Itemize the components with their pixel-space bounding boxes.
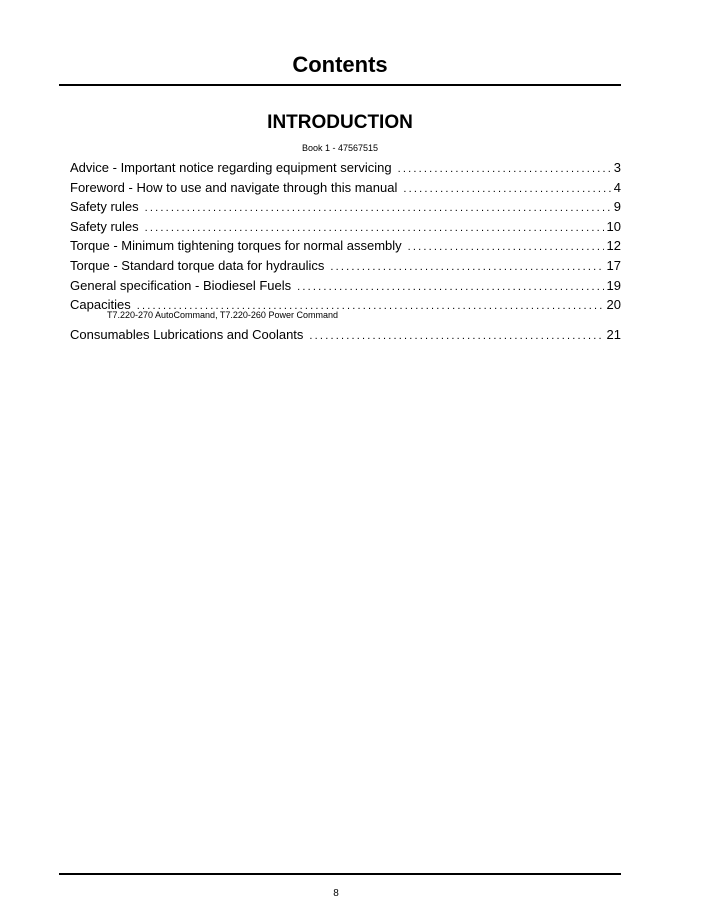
toc-entry-label[interactable]: Advice - Important notice regarding equipment servicing <box>70 160 392 175</box>
toc-leader-dots <box>330 258 603 277</box>
toc-entry[interactable] <box>70 236 621 256</box>
toc-leader-dots <box>403 180 610 199</box>
toc-entry-label[interactable]: Foreword - How to use and navigate through this manual <box>70 179 398 195</box>
toc-leader-dots <box>309 327 603 346</box>
book-reference: Book 1 - 47567515 <box>301 143 379 153</box>
page-number: 8 <box>333 888 339 899</box>
toc-entry[interactable] <box>70 276 621 296</box>
toc-entry[interactable] <box>70 325 621 345</box>
toc-leader-dots <box>398 160 611 179</box>
toc-entry-label[interactable]: Safety rules <box>70 218 139 234</box>
toc-entry-subtitle: T7.220-270 AutoCommand, T7.220-260 Power Command <box>107 310 338 321</box>
toc-entry-page[interactable]: 19 <box>606 277 621 293</box>
header-divider <box>59 84 621 86</box>
toc-entry-page[interactable]: 21 <box>606 327 621 343</box>
table-of-contents <box>70 158 621 345</box>
toc-entry-label[interactable]: Torque - Minimum tightening torques for normal assembly <box>70 238 402 254</box>
toc-entry[interactable] <box>70 178 621 198</box>
toc-entry-label[interactable]: Torque - Standard torque data for hydraulics <box>70 257 325 273</box>
toc-entry[interactable] <box>70 217 621 237</box>
toc-entry[interactable] <box>70 295 621 325</box>
toc-entry-page[interactable]: 9 <box>613 199 621 215</box>
toc-entry-label[interactable]: General specification - Biodiesel Fuels <box>70 277 292 293</box>
toc-entry[interactable] <box>70 158 621 178</box>
toc-entry-page[interactable]: 20 <box>606 297 621 313</box>
toc-entry-page[interactable]: 3 <box>613 160 621 175</box>
toc-leader-dots <box>297 278 603 297</box>
toc-entry-label[interactable]: Capacities <box>70 297 131 313</box>
toc-leader-dots <box>145 199 611 218</box>
toc-entry-label[interactable]: Safety rules <box>70 199 139 215</box>
toc-entry-label[interactable]: Consumables Lubrications and Coolants <box>70 327 304 343</box>
section-title: INTRODUCTION <box>267 112 413 133</box>
toc-leader-dots <box>145 219 604 238</box>
toc-entry[interactable] <box>70 256 621 276</box>
toc-entry-page[interactable]: 12 <box>606 238 621 254</box>
toc-entry-page[interactable]: 4 <box>613 179 621 195</box>
page-title: Contents <box>292 52 388 77</box>
toc-entry[interactable] <box>70 197 621 217</box>
toc-entry-page[interactable]: 10 <box>606 218 621 234</box>
toc-entry-page[interactable]: 17 <box>606 257 621 273</box>
footer-divider <box>59 873 621 875</box>
toc-leader-dots <box>408 238 604 257</box>
